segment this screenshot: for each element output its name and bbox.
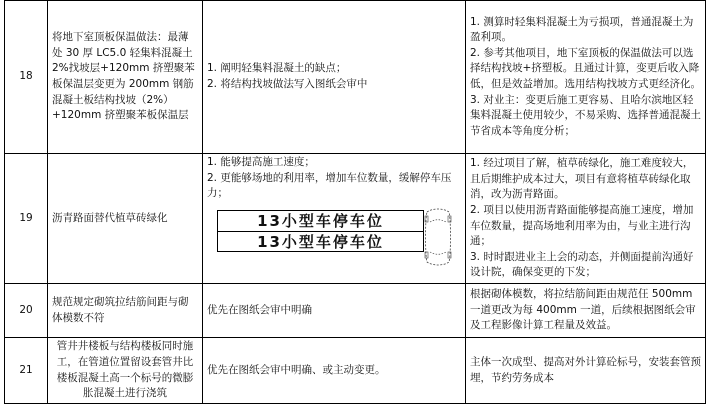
table-row	[5, 284, 706, 338]
measure-line: 1. 阐明轻集料混凝土的缺点；	[207, 62, 347, 75]
table-row	[5, 338, 706, 404]
reason-line: 2. 参考其他项目，地下室顶板的保温做法可以选择结构找坡+挤塑板。且通过计算，变更后收入降低，但是效益增加。选用结构找坡方式更经济化。	[470, 46, 701, 90]
reason-line: 3. 时时跟进业主上会的动态，并侧面提前沟通好设计院，确保变更的下发；	[470, 250, 694, 279]
row-number: 19	[5, 154, 48, 284]
row-measures	[203, 154, 466, 284]
measure-line: 优先在图纸会审中明确	[207, 303, 312, 316]
row-measures	[203, 284, 466, 338]
parking-sign	[217, 210, 424, 252]
row-description: 沥青路面替代植草砖绿化	[48, 154, 203, 284]
reason-line: 1. 经过项目了解，植草砖绿化，施工难度较大，且后期维护成本过大，项目有意将植草砖绿化取消，改为沥青路面。	[470, 157, 694, 201]
row-number: 18	[5, 1, 48, 154]
measure-line: 优先在图纸会审中明确、或主动变更。	[207, 363, 386, 376]
reason-line: 1. 测算时轻集料混凝土为亏损项，普通混凝土为盈利项。	[470, 15, 694, 44]
reason-line: 主体一次成型、提高对外计算砼标号，安装套管预埋，节约劳务成本	[470, 355, 701, 384]
row-measures	[203, 338, 466, 404]
measure-line: 2. 将结构找坡做法写入图纸会审中	[207, 78, 368, 90]
row-description: 将地下室顶板保温做法：最薄处 30 厚 LC5.0 轻集料混凝土 2%找坡层+120mm 挤塑聚苯板保温层变更为 200mm 钢筋混凝土板结构找坡（2%）+120mm 挤塑聚苯板保温层	[48, 1, 203, 154]
parking-sign-row: 13小型车停车位	[218, 231, 423, 252]
measure-line: 1. 能够提高施工速度；	[207, 156, 315, 168]
row-description: 管井井楼板与结构楼板同时施工，在管道位置留设套管井比楼板混凝土高一个标号的微膨胀混凝土进行浇筑	[48, 338, 203, 404]
row-number: 20	[5, 284, 48, 338]
row-description: 规范规定砌筑拉结筋间距与砌体模数不符	[48, 284, 203, 338]
reason-line: 根据砌体模数，将拉结筋间距由规范仼 500mm 一道更改为每 400mm 一道，后续根据图纸会审及工程影像计算工程量及效益。	[470, 288, 696, 332]
row-reasons	[466, 1, 706, 154]
row-reasons	[466, 154, 706, 284]
row-reasons	[466, 338, 706, 404]
row-measures	[203, 1, 466, 154]
parking-sign-figure	[207, 206, 461, 270]
reason-line: 3. 对业主：变更后施工更容易、且哈尔滨地区轻集料混凝土使用较少，不易采购、选择普通混凝土节省成本等角度分析；	[470, 93, 701, 137]
table-row	[5, 1, 706, 154]
measure-line: 2. 更能够场地的利用率，增加车位数量，缓解停车压力；	[207, 171, 452, 200]
reason-line: 2. 项目以使用沥青路面能够提高施工速度，增加车位数量，提高场地利用率为由，与业主进行沟通；	[470, 203, 694, 248]
row-reasons	[466, 284, 706, 338]
change-table	[4, 0, 706, 404]
parking-sign-row: 13小型车停车位	[257, 211, 384, 230]
row-number: 21	[5, 338, 48, 404]
change-table-sheet	[4, 0, 705, 405]
car-outline-icon	[423, 206, 453, 268]
table-row	[5, 154, 706, 284]
